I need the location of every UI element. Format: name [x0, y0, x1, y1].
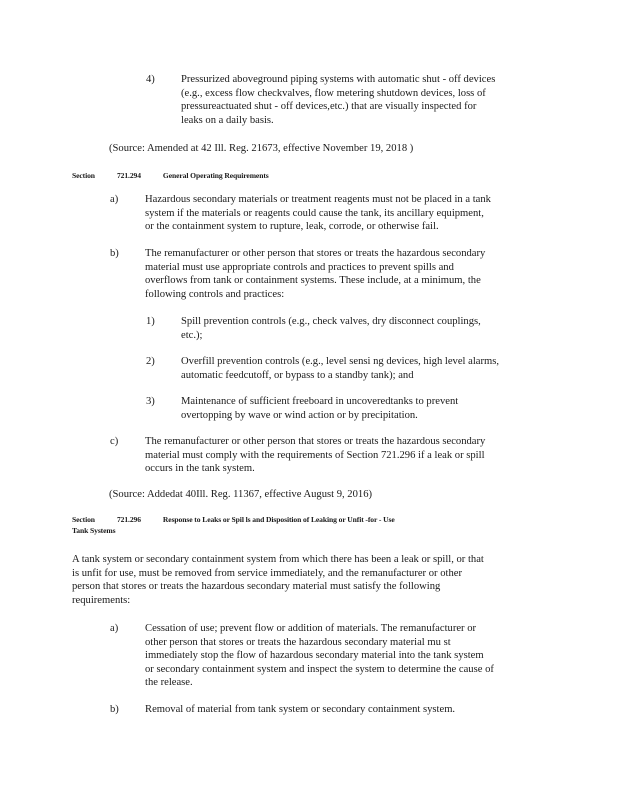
section-294-subitem-3: Maintenance of sufficient freeboard in uncoveredtanks to prevent overtopping by wave or wind action or by precipitation.: [181, 396, 459, 421]
section-294-item-c: The remanufacturer or other person that stores or treats the hazardous secondary material must comply with the requirements of Section 721.296 if a leak or spill occurs in the tank system.: [145, 436, 486, 475]
item-4-text: Pressurized aboveground piping systems with automatic shut - off devices (e.g., excess flow checkvalves, flow metering shutdown devices, loss of pressureactuated shut - off devices,etc.) that are visually inspected for leaks on a daily basis.: [181, 74, 496, 126]
list-marker-a-2: a): [110, 623, 119, 634]
source-note-2: (Source: Addedat 40Ill. Reg. 11367, effective August 9, 2016): [109, 489, 373, 500]
list-marker-4: 4): [146, 74, 155, 85]
section-heading-721-296: Section 721.296 Response to Leaks or Spil ls and Disposition of Leaking or Unfit -for - Use Tank Systems: [72, 515, 395, 535]
list-marker-b: b): [110, 248, 119, 259]
section-296-item-b: Removal of material from tank system or secondary containment system.: [145, 704, 456, 715]
list-marker-a: a): [110, 194, 119, 205]
section-294-subitem-2: Overfill prevention controls (e.g., level sensi ng devices, high level alarms, automatic feedcutoff, or bypass to a standby tank); and: [181, 356, 500, 381]
section-296-item-a: Cessation of use; prevent flow or addition of materials. The remanufacturer or other person that stores or treats the hazardous secondary material mu st immediately stop the flow of hazardous secondary material into the tank system or secondary containment system and inspect the system to determine the cause of the release.: [145, 623, 494, 689]
section-294-subitem-1: Spill prevention controls (e.g., check valves, dry disconnect couplings, etc.);: [181, 316, 481, 341]
source-note-1: (Source: Amended at 42 Ill. Reg. 21673, effective November 19, 2018 ): [109, 143, 414, 154]
section-296-intro: A tank system or secondary containment system from which there has been a leak or spill, or that is unfit for use, must be removed from service immediately, and the remanufacturer or other person that stores or treats the hazardous secondary material must satisfy the following requirements:: [72, 554, 484, 606]
list-marker-b-2: b): [110, 704, 119, 715]
section-294-item-a: Hazardous secondary materials or treatment reagents must not be placed in a tank system if the materials or reagents could cause the tank, its ancillary equipment, or the containment system to rupture, leak, corrode, or otherwise fail.: [145, 194, 491, 233]
section-heading-721-294: Section 721.294 General Operating Requirements: [72, 171, 269, 180]
list-marker-2: 2): [146, 356, 155, 367]
list-marker-1: 1): [146, 316, 155, 327]
list-marker-c: c): [110, 436, 119, 447]
list-marker-3: 3): [146, 396, 155, 407]
section-294-item-b: The remanufacturer or other person that stores or treats the hazardous secondary material must use appropriate controls and practices to prevent spills and overflows from tank or containment systems. These include, at a minimum, the following controls and practices:: [145, 248, 486, 300]
